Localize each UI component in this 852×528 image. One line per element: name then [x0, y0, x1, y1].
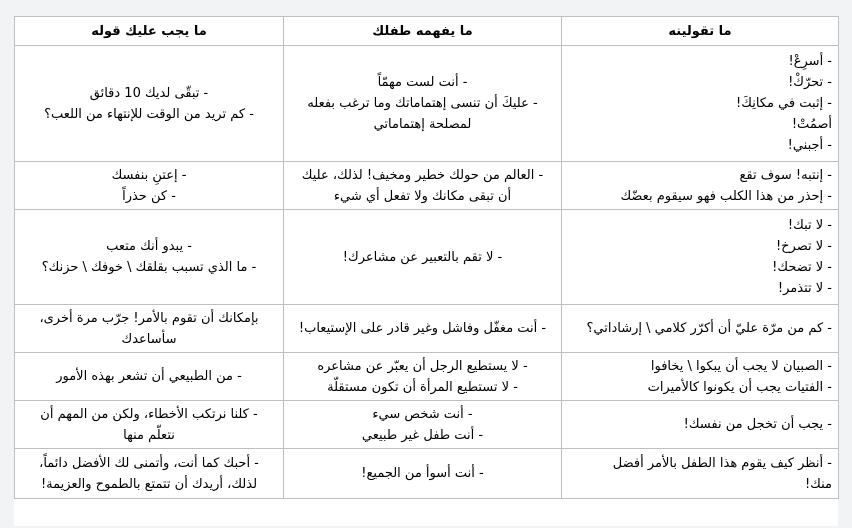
table-row: [15, 46, 839, 162]
cell-line: - من الطبيعي أن تشعر بهذه الأمور: [56, 369, 242, 384]
cell-line: - كلنا نرتكب الأخطاء، ولكن من المهم أن: [40, 406, 258, 422]
header-what-child-understands: ما يفهمه طفلك: [284, 17, 562, 46]
cell-line: - أنت أسوأ من الجميع!: [361, 466, 484, 481]
cell-line: - لا تتذمر!: [777, 281, 832, 296]
table-header-row: [15, 17, 839, 46]
cell-child-understands: [284, 353, 562, 401]
table-row: [15, 353, 839, 401]
cell-line: - لا تبك!: [787, 218, 832, 233]
cell-line: - كم تريد من الوقت للإنتهاء من اللعب؟: [44, 106, 254, 122]
cell-line: - كم من مرّة عليّ أن أكرّر كلامي \ إرشاداتي؟: [586, 321, 832, 336]
cell-line: - العالم من حولك خطير ومخيف! لذلك، عليك: [301, 167, 544, 183]
table-row: [15, 305, 839, 353]
cell-line: - أحبك كما أنت، وأتمنى لك الأفضل دائماً،: [39, 455, 259, 471]
cell-line: أن تبقى مكانك ولا تفعل أي شيء: [333, 188, 512, 204]
cell-what-you-say: [562, 401, 839, 449]
cell-line: - أنت لست مهمّاً: [377, 75, 468, 90]
cell-line: - تحرّكْ!: [788, 75, 832, 90]
cell-line: - لا تضحك!: [772, 260, 832, 275]
comparison-table: [14, 16, 839, 499]
cell-line: - لا تستطيع المرأة أن تكون مستقلّة: [327, 379, 518, 395]
cell-child-understands: [284, 449, 562, 499]
cell-line: - تبقّى لديك 10 دقائق: [89, 85, 209, 101]
cell-child-understands: [284, 401, 562, 449]
cell-line: - إعتنِ بنفسك: [111, 167, 187, 183]
cell-line: لذلك، أريدك أن تتمتع بالطموح والعزيمة!: [40, 476, 258, 492]
cell-line: - الصبيان لا يجب أن يبكوا \ يخافوا: [650, 358, 832, 374]
cell-line: - إنتبه! سوف تقع: [739, 167, 832, 183]
cell-line: - يبدو أنك متعب: [106, 239, 192, 254]
document-page: [14, 16, 838, 526]
header-what-you-should-say: ما يجب عليك قوله: [15, 17, 284, 46]
cell-line: - يجب أن تخجل من نفسك!: [683, 417, 832, 432]
cell-should-say: [15, 353, 284, 401]
header-what-you-say: ما تقولينه: [562, 17, 839, 46]
cell-line: - إحذر من هذا الكلب فهو سيقوم بعضّك: [620, 188, 832, 204]
cell-line: - أسرِعْ!: [788, 54, 832, 69]
cell-what-you-say: [562, 353, 839, 401]
cell-line: سأساعدك: [121, 331, 177, 347]
cell-line: منك!: [804, 476, 832, 492]
cell-what-you-say: [562, 162, 839, 210]
cell-line: - عليكَ أن تنسى إهتماماتك وما ترغب بفعله: [307, 96, 538, 111]
cell-line: - أنت مغفّل وفاشل وغير قادر على الإستيعاب!: [298, 321, 547, 336]
table-row: [15, 401, 839, 449]
table-row: [15, 210, 839, 305]
cell-should-say: [15, 449, 284, 499]
table-row: [15, 162, 839, 210]
cell-line: - أنظر كيف يقوم هذا الطفل بالأمر أفضل: [612, 455, 832, 471]
table-row: [15, 449, 839, 499]
cell-what-you-say: [562, 449, 839, 499]
cell-line: لمصلحة إهتماماتي: [373, 117, 472, 132]
cell-what-you-say: [562, 305, 839, 353]
cell-line: - ما الذي تسبب بقلقك \ خوفك \ حزنك؟: [41, 260, 257, 275]
cell-should-say: [15, 305, 284, 353]
cell-should-say: [15, 46, 284, 162]
cell-line: نتعلّم منها: [123, 427, 175, 443]
cell-line: أصمُتْ!: [791, 117, 832, 132]
cell-should-say: [15, 401, 284, 449]
cell-line: - أنت شخص سيء: [372, 406, 473, 422]
cell-line: بإمكانك أن تقوم بالأمر! جرّب مرة أخرى،: [39, 310, 259, 326]
cell-child-understands: [284, 210, 562, 305]
cell-what-you-say: [562, 210, 839, 305]
cell-child-understands: [284, 162, 562, 210]
cell-line: - لا يستطيع الرجل أن يعبّر عن مشاعره: [317, 358, 528, 374]
cell-line: - إثبت في مكانِكَ!: [736, 96, 832, 111]
cell-should-say: [15, 210, 284, 305]
cell-child-understands: [284, 46, 562, 162]
cell-line: - كن حذراً: [122, 188, 176, 204]
cell-line: - أجبني!: [787, 138, 832, 153]
cell-should-say: [15, 162, 284, 210]
cell-line: - لا تصرخ!: [775, 239, 832, 254]
cell-line: - لا تقم بالتعبير عن مشاعرك!: [342, 249, 503, 265]
cell-line: - الفتيات يجب أن يكونوا كالأميرات: [647, 379, 832, 395]
cell-line: - أنت طفل غير طبيعي: [361, 427, 484, 443]
cell-what-you-say: [562, 46, 839, 162]
cell-child-understands: [284, 305, 562, 353]
